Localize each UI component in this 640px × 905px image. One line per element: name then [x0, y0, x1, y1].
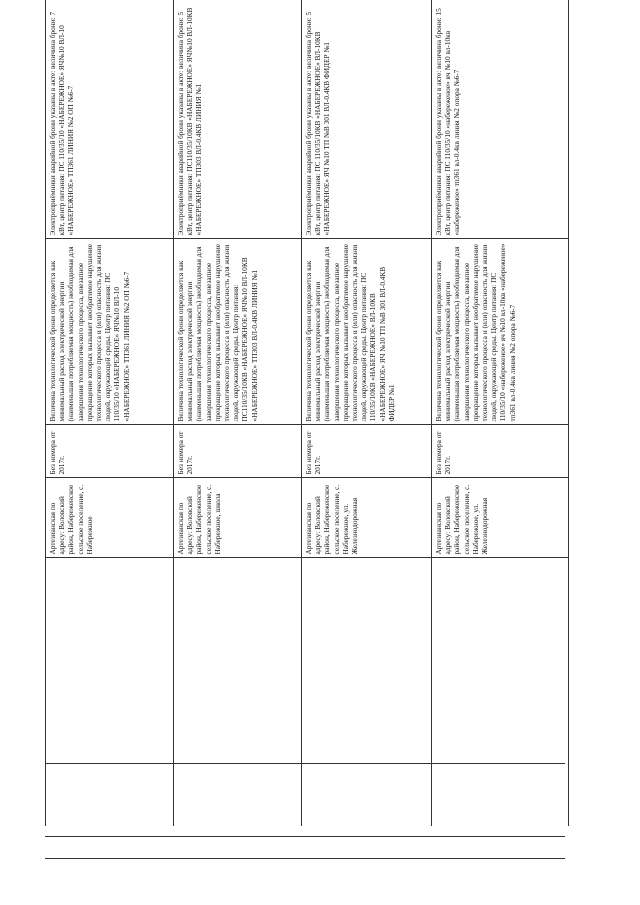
technological-reserve-cell: Величина технологической брони определяется как минимальный расход электрической энергии (наименьшая потребляемая мощность) необходимая для завершения технологического процесса, внезапное прекращение которых вызывает необратимое нарушение технологического процесса и (или) опасность для жизни людей, окружающей среды. Центр питания: ПС110/35/10КВ «НАБЕРЕЖНОЕ» ЯЧ№10 ВЛ-10КВ «НАБЕРЕЖНОЕ» ТП303 ВЛ-0.4КВ ЛИНИЯ №1: [174, 239, 302, 425]
emergency-reserve-cell: Электроприёмники аварийной брони указаны в акте: величина брони: 5 кВт, центр питания: ПС 110/35/10КВ «НАБЕРЕЖНОЕ» ВЛ-10КВ «НАБЕРЕЖНОЕ» ЯЧ №10 ТП №В 301 ВЛ-0.4КВ ФИДЕР №1: [302, 0, 432, 239]
blank-cell: [174, 558, 302, 826]
address-cell: Артезианская по адресу: Воловский район, Набереженское сельское поселение, с. Набережное, ул. Железнодорожная: [302, 478, 432, 558]
horizontal-rule: [45, 763, 565, 764]
technological-reserve-cell: Величина технологической брони определяется как минимальный расход электрической энергии (наименьшая потребляемая мощность) необходимая для завершения технологического процесса, внезапное прекращение которых вызывает необратимое нарушение технологического процесса и (или) опасность для жизни людей, окружающей среды. Центр питания: ПС 110/35/10 «набереженое» яч №10 вл-10кв «набереженое» тп361 вл-0.4кв линия №2 опора №6-7: [432, 239, 569, 425]
emergency-reserve-cell: Электроприёмники аварийной брони указаны в акте: величина брони: 7 кВт, центр питания: ПС 110/35/10 «НАБЕРЕЖНОЕ» ЯЧ№10 ВЛ-10 «НАБЕРЕЖНОЕ» ТП361 ЛИНИЯ №2 ОП №6-7: [46, 0, 174, 239]
number-cell: Без номера от 2017г.: [46, 425, 174, 478]
table-row: [174, 0, 302, 826]
rotated-table-container: [45, 0, 568, 826]
technological-reserve-cell: Величина технологической брони определяется как минимальный расход электрической энергии (наименьшая потребляемая мощность) необходимая для завершения технологического процесса, внезапное прекращение которых вызывает необратимое нарушение технологического процесса и (или) опасность для жизни людей, окружающей среды. Центр питания: ПС 110/35/10КВ «НАБЕРЕЖНОЕ» ВЛ-10КВ «НАБЕРЕЖНОЕ» ЯЧ №10 ТП №В 301 ВЛ-0.4КВ ФИДЕР №1: [302, 239, 432, 425]
table-row: [46, 0, 174, 826]
blank-cell: [46, 558, 174, 826]
emergency-reserve-cell: Электроприёмники аварийной брони указаны в акте: величина брони: 15 кВт, центр питания: ПС 110/35/10 «набереженое» яч №10 вл-10кв «набереженое» тп361 вл-0.4кв линия №2 опора №6-7: [432, 0, 569, 239]
table-row: [302, 0, 432, 826]
emergency-reserve-cell: Электроприёмники аварийной брони указаны в акте: величина брони: 5 кВт, центр питания: ПС110/35/10КВ «НАБЕРЕЖНОЕ» ЯЧ№10 ВЛ-10КВ «НАБЕРЕЖНОЕ» ТП303 ВЛ-0.4КВ ЛИНИЯ №1: [174, 0, 302, 239]
number-cell: Без номера от 2017г.: [302, 425, 432, 478]
reserve-table: [45, 0, 569, 826]
number-cell: Без номера от 2017г.: [432, 425, 569, 478]
address-cell: Артезианская по адресу: Воловский район, Набереженское сельское поселение, с. Набережное, ул. Железнодорожная: [432, 478, 569, 558]
blank-cell: [432, 558, 569, 826]
address-cell: Артезианская по адресу: Воловский район, Набереженское сельское поселение, с. Набережное: [46, 478, 174, 558]
address-cell: Артезианская по адресу: Воловский район, Набереженское сельское поселение, с. Набережное, школа: [174, 478, 302, 558]
number-cell: Без номера от 2017г.: [174, 425, 302, 478]
table-row: [432, 0, 569, 826]
blank-cell: [302, 558, 432, 826]
horizontal-rule: [45, 858, 565, 859]
horizontal-rule: [45, 836, 565, 837]
technological-reserve-cell: Величина технологической брони определяется как минимальный расход электрической энергии (наименьшая потребляемая мощность) необходимая для завершения технологического процесса, внезапное прекращение которых вызывает необратимое нарушение технологического процесса и (или) опасность для жизни людей, окружающей среды. Центр питания: ПС 110/35/10 «НАБЕРЕЖНОЕ» ЯЧ№10 ВЛ-10 «НАБЕРЕЖНОЕ» ТП361 ЛИНИЯ №2 ОП №6-7: [46, 239, 174, 425]
